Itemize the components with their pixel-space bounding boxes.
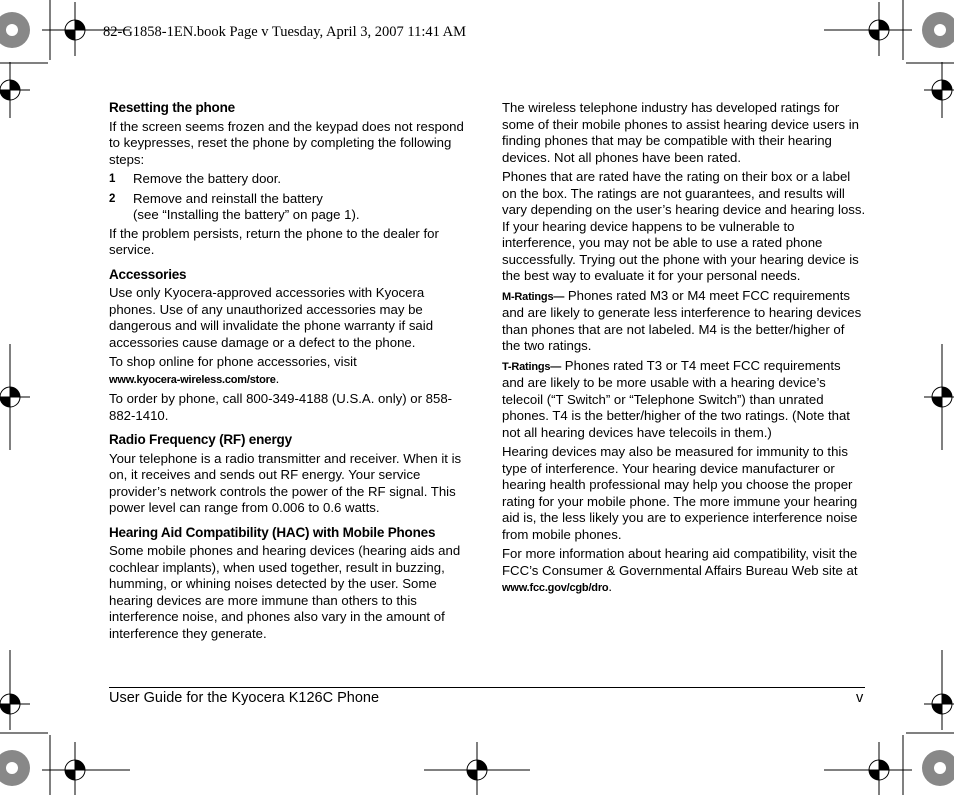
accessories-url-link[interactable]: www.kyocera-wireless.com/store [109, 373, 276, 386]
accessories-heading: Accessories [109, 266, 187, 282]
ratings-paragraph-1: The wireless telephone industry has developed ratings for some of their mobile phones to assist hearing device users in finding phones that may be compatible with their hearing devices. Not all phones have been rated. [502, 100, 859, 165]
rf-heading: Radio Frequency (RF) energy [109, 432, 292, 447]
hac-heading: Hearing Aid Compatibility (HAC) with Mobile Phones [109, 524, 436, 540]
starburst-mark [0, 12, 954, 786]
step-number: 1 [109, 173, 116, 185]
rf-paragraph: Your telephone is a radio transmitter and receiver. When it is on, it receives and sends out RF energy. Your service provider’s network controls the power of the RF signal. This power level can range from 0.006 to 0.6 watts. [109, 450, 462, 515]
m-ratings-label: M-Ratings— [502, 290, 565, 303]
page-number: v [856, 690, 864, 706]
reset-outro: If the problem persists, return the phone to the dealer for service. [109, 225, 439, 257]
fcc-text-end: . [608, 579, 613, 594]
reset-heading: Resetting the phone [109, 100, 235, 115]
ratings-paragraph-2: Phones that are rated have the rating on their box or a label on the box. The ratings are not guarantees, and results will vary depending on the user’s hearing device and hearing loss. If your hearing device happens to be vulnerable to interference, you may not be able to use a rated phone successfully. Trying out the phone with your hearing device is the best way to evaluate it for your personal needs. [502, 169, 866, 283]
hac-paragraph: Some mobile phones and hearing devices (hearing aids and cochlear implants), when used together, result in buzzing, humming, or whining noises detected by the user. Some hearing devices are more immune than others to this interference noise, and phones also vary in the amount of interference they generate. [109, 543, 461, 641]
accessories-visit-text: To shop online for phone accessories, visit [109, 354, 357, 369]
footer-title: User Guide for the Kyocera K126C Phone [109, 690, 380, 706]
fcc-url-link[interactable]: www.fcc.gov/cgb/dro [502, 582, 609, 594]
accessories-paragraph-1: Use only Kyocera-approved accessories with Kyocera phones. Use of any unauthorized accessories may be dangerous and will invalidate the phone warranty if said accessories cause damage or a defect to the phone. [109, 285, 434, 350]
accessories-paragraph-3: To order by phone, call 800-349-4188 (U.S.A. only) or 858-882-1410. [109, 391, 453, 423]
ratings-paragraph-3: Hearing devices may also be measured for immunity to this type of interference. Your hearing device manufacturer or hearing health professional may help you choose the proper rating for your mobile phone. The more immune your hearing aid is, the less likely you are to experience interference noise from mobile phones. [502, 444, 858, 542]
accessories-paragraph-2: To shop online for phone accessories, visit www.kyocera-wireless.com/store. [109, 354, 357, 386]
step-text: Remove the battery door. [133, 171, 282, 186]
t-ratings-label: T-Ratings— [502, 360, 562, 373]
print-slug: 82-G1858-1EN.book Page v Tuesday, April 3, 2007 11:41 AM [103, 24, 467, 40]
t-ratings-text: Phones rated T3 or T4 meet FCC requirements and are likely to be more usable with a hearing device’s telecoil (“T Switch” or “Telephone Switch”) than unrated phones. T4 is the better/higher of the two ratings. (Note that not all hearing devices have telecoils in them.) [502, 357, 850, 440]
step-text-line2: (see “Installing the battery” on page 1). [133, 207, 360, 222]
step-text-line1: Remove and reinstall the battery [133, 190, 323, 206]
m-ratings-text: Phones rated M3 or M4 meet FCC requirements and are likely to generate less interference to hearing devices than phones that are not labeled. M4 is the better/higher of the two ratings. [502, 287, 862, 353]
reset-intro: If the screen seems frozen and the keypad does not respond to keypresses, reset the phone by completing the following steps: [109, 118, 464, 167]
fcc-text: For more information about hearing aid compatibility, visit the FCC’s Consumer & Governmental Affairs Bureau Web site at [502, 546, 858, 578]
step-number: 2 [109, 192, 116, 205]
